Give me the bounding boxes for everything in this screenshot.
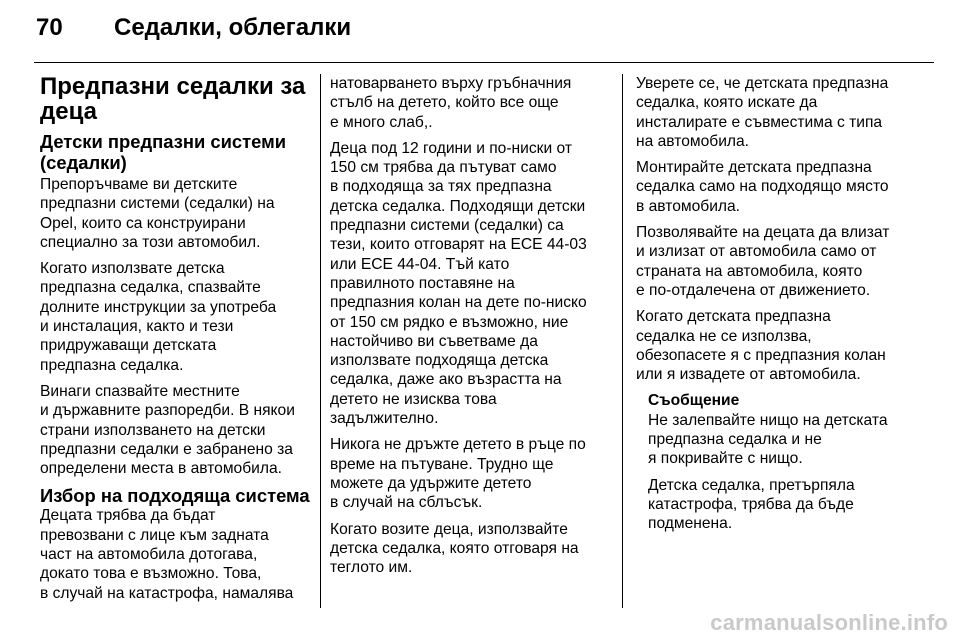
section-title: Седалки, облегалки — [114, 14, 352, 41]
column-2 — [330, 74, 608, 584]
paragraph: натоварването върху гръбначния стълб на детето, който все още е много слаб,. — [330, 75, 572, 131]
notice-paragraph: Не залепвайте нищо на детската предпазна седалка и не я покривайте с нищо. — [648, 411, 888, 468]
paragraph: Когато използвате детска предпазна седалка, спазвайте долните инструкции за употреба и инсталация, както и тези придружаващи детската предпазна седалка. — [40, 260, 277, 374]
column-3 — [636, 74, 908, 541]
paragraph: Уверете се, че детската предпазна седалка, която искате да инсталирате е съвместима с типа на автомобила. — [636, 75, 889, 150]
paragraph: Позволявайте на децата да влизат и излизат от автомобила само от страната на автомобила, която е по-отдалечена от движението. — [636, 224, 890, 299]
column-1 — [40, 74, 312, 610]
paragraph: Деца под 12 години и по-ниски от 150 см трябва да пътуват само в подходяща за тях предпазна детска седалка. Подходящи детски предпазни системи (седалки) са тези, които отговарят на ECE 44-03 или ECE 44-04. Тъй като правилното поставяне на предпазния колан на дете по-ниско от 150 см рядко е възможно, ние настойчиво ви съветваме да използвате подходяща детска седалка, даже ако възрастта на детето не изисква това задължително. — [330, 139, 587, 428]
notice-box — [636, 391, 908, 533]
paragraph: Винаги спазвайте местните и държавните разпоредби. В някои страни използването на детски предпазни седалки е забранено за определени места в автомобила. — [40, 382, 295, 478]
section-heading: Детски предпазни системи (седалки) — [40, 131, 287, 173]
page-number: 70 — [36, 14, 63, 41]
header-rule — [34, 62, 934, 63]
paragraph: Препоръчваме ви детските предпазни системи (седалки) на Opel, които са конструирани специално за този автомобил. — [40, 176, 275, 251]
watermark: carmanualsonline.info — [710, 610, 948, 635]
column-divider — [622, 74, 623, 608]
paragraph: Монтирайте детската предпазна седалка само на подходящо място в автомобила. — [636, 159, 889, 215]
paragraph: Когато возите деца, използвайте детска седалка, която отговаря на теглото им. — [330, 520, 579, 577]
column-divider — [320, 74, 321, 608]
notice-title: Съобщение — [648, 392, 740, 410]
page-title: Предпазни седалки за деца — [40, 73, 306, 125]
paragraph: Никога не дръжте детето в ръце по време на пътуване. Трудно ще можете да удържите детето в случай на сблъсък. — [330, 436, 586, 512]
section-heading: Избор на подходяща система — [40, 485, 310, 507]
page-header — [36, 8, 351, 48]
notice-paragraph: Детска седалка, претърпяла катастрофа, трябва да бъде подменена. — [648, 476, 855, 533]
paragraph: Децата трябва да бъдат превозвани с лице към задната част на автомобила дотогава, докато това е възможно. Това, в случай на катастрофа, намалява — [40, 507, 294, 602]
paragraph: Когато детската предпазна седалка не се използва, обезопасете я с предпазния колан или я извадете от автомобила. — [636, 308, 886, 384]
